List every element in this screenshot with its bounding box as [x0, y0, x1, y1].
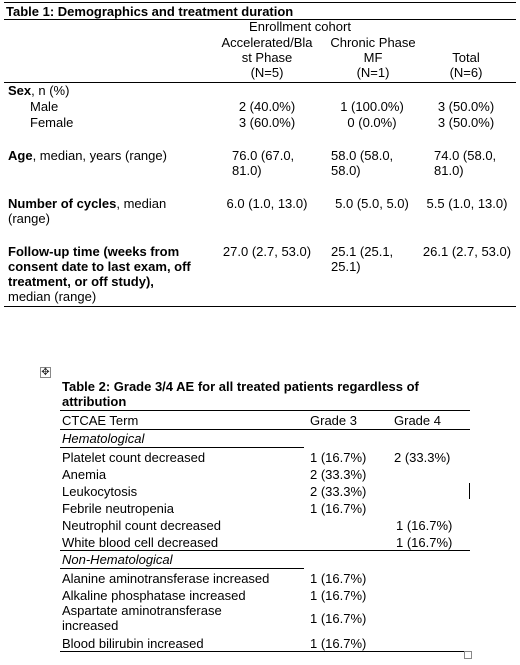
- cycles-col1: 6.0 (1.0, 13.0): [226, 196, 308, 211]
- table2-row-grade3: 2 (33.3%): [310, 484, 367, 499]
- table2-row-grade3: 1 (16.7%): [310, 450, 367, 465]
- table2-row-term: Blood bilirubin increased: [62, 636, 204, 651]
- table2-row-term: White blood cell decreased: [62, 535, 219, 550]
- cycles-col3: 5.5 (1.0, 13.0): [426, 196, 508, 211]
- table2-header-rule: [60, 429, 470, 430]
- section-non-hematological: Non-Hematological: [62, 552, 173, 567]
- sex-female-label: Female: [30, 115, 74, 130]
- age-label: Age, median, years (range): [8, 148, 167, 163]
- table2-row-term: Alanine aminotransferase increased: [62, 571, 270, 586]
- table2-row-term: Aspartate aminotransferase increased: [62, 603, 222, 633]
- sex-male-col3: 3 (50.0%): [437, 99, 495, 114]
- table1-col1-header: Accelerated/Bla st Phase (N=5): [221, 35, 313, 80]
- sex-male-col2: 1 (100.0%): [340, 99, 404, 114]
- move-arrows-icon[interactable]: ✥: [41, 367, 50, 378]
- table1-group-header: Enrollment cohort: [249, 19, 351, 34]
- cycles-label: Number of cycles, median (range): [8, 196, 167, 226]
- table1-col3-header: Total (N=6): [449, 50, 483, 80]
- table2-row-term: Neutrophil count decreased: [62, 518, 221, 533]
- table1-bottom-rule: [4, 306, 516, 307]
- sex-female-col2: 0 (0.0%): [347, 115, 397, 130]
- table2-row-term: Anemia: [62, 467, 107, 482]
- sex-male-label: Male: [30, 99, 59, 114]
- followup-col1: 27.0 (2.7, 53.0): [222, 244, 312, 259]
- age-col2: 58.0 (58.0, 58.0): [331, 148, 394, 178]
- followup-label: Follow-up time (weeks from consent date to last exam, off treatment, or off study), median (range): [8, 244, 191, 304]
- table2-header-grade4: Grade 4: [394, 413, 441, 428]
- table1-title: Table 1: Demographics and treatment duration: [6, 4, 294, 19]
- sex-female-col3: 3 (50.0%): [437, 115, 495, 130]
- followup-col3: 26.1 (2.7, 53.0): [422, 244, 512, 259]
- hematological-rule: [60, 447, 304, 448]
- table2-bottom-rule: [60, 651, 470, 652]
- table2-row-grade4: 1 (16.7%): [396, 518, 453, 533]
- table2-row-grade3: 1 (16.7%): [310, 571, 367, 586]
- table2-row-grade3: 1 (16.7%): [310, 501, 367, 516]
- table2-title-rule: [60, 410, 470, 411]
- table1-header-rule: [4, 82, 516, 83]
- table2-header-term: CTCAE Term: [62, 413, 139, 428]
- non-hematological-rule: [60, 568, 304, 569]
- age-col3: 74.0 (58.0, 81.0): [434, 148, 497, 178]
- table2-row-term: Platelet count decreased: [62, 450, 206, 465]
- cycles-col2: 5.0 (5.0, 5.0): [335, 196, 409, 211]
- table2-row-term: Febrile neutropenia: [62, 501, 175, 516]
- age-col1: 76.0 (67.0, 81.0): [232, 148, 295, 178]
- sex-male-col1: 2 (40.0%): [238, 99, 296, 114]
- table2-row-grade3: 2 (33.3%): [310, 467, 367, 482]
- table1-col2-header: Chronic Phase MF (N=1): [330, 35, 416, 80]
- table2-row-grade4: 1 (16.7%): [396, 535, 453, 550]
- table2-row-grade3: 1 (16.7%): [310, 588, 367, 603]
- resize-square-icon[interactable]: [464, 651, 472, 659]
- table2-header-grade3: Grade 3: [310, 413, 357, 428]
- sex-label: Sex, n (%): [8, 83, 70, 98]
- table2-title: Table 2: Grade 3/4 AE for all treated patients regardless of attribution: [62, 379, 419, 409]
- table2-row-grade4: 2 (33.3%): [394, 450, 451, 465]
- table2-row-grade3: 1 (16.7%): [310, 636, 367, 651]
- sex-female-col1: 3 (60.0%): [238, 115, 296, 130]
- section-hematological: Hematological: [62, 431, 145, 446]
- table2-row-term: Leukocytosis: [62, 484, 138, 499]
- table1-top-rule: [4, 2, 516, 3]
- table2-row-grade3: 1 (16.7%): [310, 611, 367, 626]
- followup-col2: 25.1 (25.1, 25.1): [331, 244, 394, 274]
- text-cursor: [469, 483, 470, 499]
- table2-row-term: Alkaline phosphatase increased: [62, 588, 246, 603]
- hematological-bottom-rule: [60, 550, 470, 551]
